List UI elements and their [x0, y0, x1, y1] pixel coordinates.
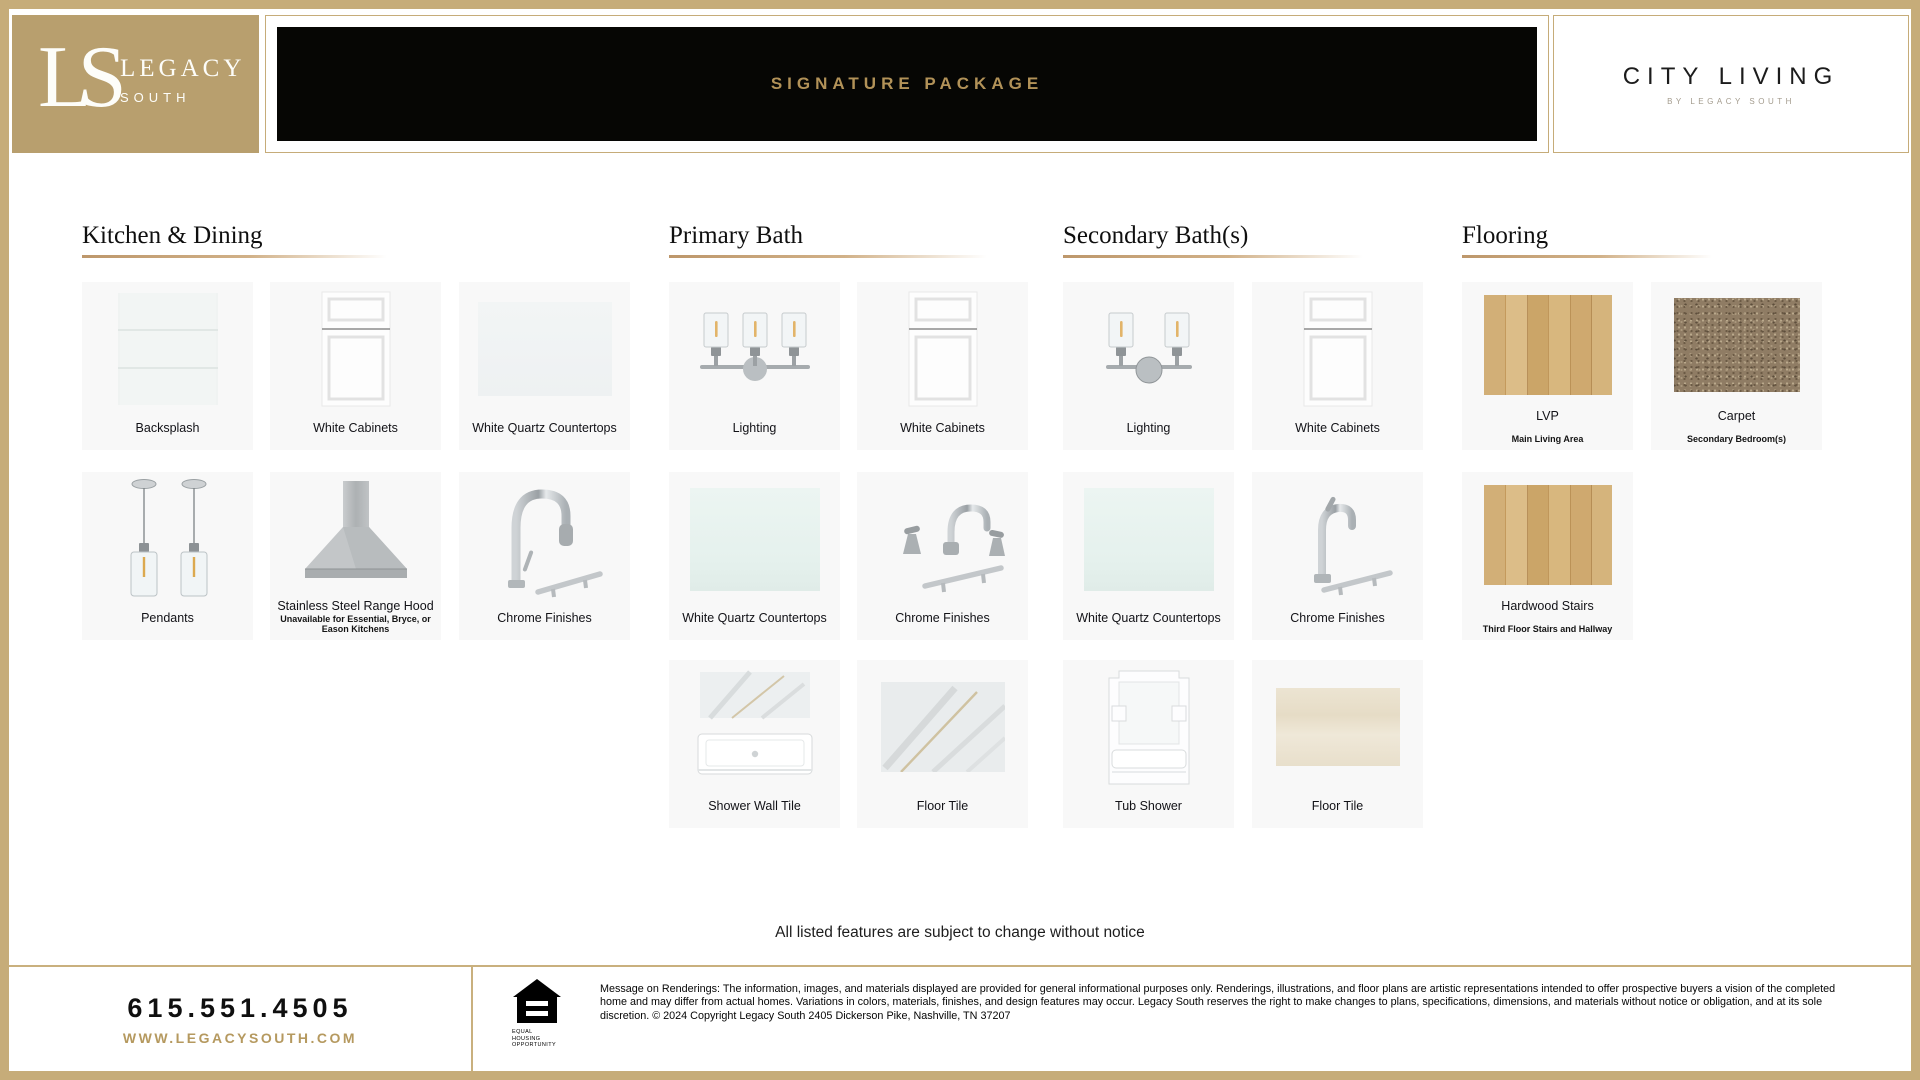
- title-banner-frame: [265, 15, 1549, 153]
- vanity-light-2-image: [1094, 297, 1204, 401]
- white-quartz-swatch: [459, 288, 630, 410]
- tile-white-cabinets-primary: [857, 282, 1028, 450]
- bath-faucet-image: [877, 480, 1009, 598]
- tile-label: Pendants: [141, 611, 194, 625]
- tile-carpet: [1651, 282, 1822, 450]
- tile-sublabel: Secondary Bedroom(s): [1686, 434, 1787, 444]
- package-title: SIGNATURE PACKAGE: [770, 74, 1044, 93]
- tile-white-quartz-primary: [669, 472, 840, 640]
- brand-wordmark: [120, 55, 245, 105]
- beige-tile-swatch: [1252, 666, 1423, 788]
- tub-shower-image: [1095, 666, 1203, 788]
- tile-sublabel: Third Floor Stairs and Hallway: [1482, 624, 1613, 634]
- tile-label: White Quartz Countertops: [472, 421, 617, 435]
- mint-quartz-swatch: [1063, 478, 1234, 600]
- equal-housing-label: EQUAL HOUSING OPPORTUNITY: [512, 1029, 557, 1048]
- vanity-light-3-image: [688, 297, 822, 401]
- brand-name: LEGACY: [120, 55, 246, 82]
- tile-white-quartz-secondary: [1063, 472, 1234, 640]
- tile-pendants: [82, 472, 253, 640]
- tile-label: Tub Shower: [1115, 799, 1182, 813]
- shower-wall-image: [692, 668, 818, 786]
- two-light-vanity-icon: [1063, 288, 1234, 410]
- title-banner: [277, 27, 1537, 141]
- equal-housing-opportunity-icon: [513, 979, 561, 1023]
- pendant-lights-icon: [82, 478, 253, 600]
- website-url: WWW.LEGACYSOUTH.COM: [122, 1029, 358, 1046]
- cabinet-image: [1303, 291, 1373, 407]
- cabinet-door-icon: [270, 288, 441, 410]
- tile-label: White Quartz Countertops: [682, 611, 827, 625]
- range-hood-icon: [270, 478, 441, 590]
- range-hood-image: [295, 481, 417, 587]
- tile-range-hood: [270, 472, 441, 640]
- tile-tub-shower: [1063, 660, 1234, 828]
- kitchen-faucet-image: [482, 478, 608, 600]
- beige-tile-image: [1276, 688, 1400, 766]
- section-title-primary-bath: Primary Bath: [669, 222, 804, 249]
- equal-housing-block: [506, 979, 568, 1049]
- marble-tile-image: [881, 682, 1005, 772]
- tile-label: Lighting: [1126, 421, 1171, 435]
- footer-contact-block: [9, 967, 473, 1071]
- section-title-kitchen-dining: Kitchen & Dining: [82, 222, 263, 249]
- cabinet-image: [908, 291, 978, 407]
- city-living-subtitle: BY LEGACY SOUTH: [1667, 96, 1795, 106]
- tile-label: Backsplash: [135, 421, 200, 435]
- tile-label: LVP: [1536, 409, 1559, 423]
- section-title-secondary-bath: Secondary Bath(s): [1063, 222, 1249, 249]
- backsplash-image: [118, 293, 218, 405]
- tile-sublabel: Main Living Area: [1511, 434, 1584, 444]
- ls-monogram: [38, 23, 127, 133]
- backsplash-swatch: [82, 288, 253, 410]
- tile-label: Chrome Finishes: [497, 611, 592, 625]
- kitchen-heading-rule: [82, 255, 387, 258]
- tile-label: White Cabinets: [900, 421, 985, 435]
- brand-name-2: SOUTH: [120, 90, 191, 105]
- pendants-image: [108, 477, 228, 601]
- widespread-faucet-and-pull-icon: [857, 478, 1028, 600]
- tile-label: Floor Tile: [916, 799, 969, 813]
- tile-label: Lighting: [732, 421, 777, 435]
- tile-chrome-finishes-kitchen: [459, 472, 630, 640]
- city-living-title: CITY LIVING: [1622, 62, 1840, 90]
- tile-label: Stainless Steel Range Hood: [277, 599, 434, 613]
- tile-chrome-finishes-primary: [857, 472, 1028, 640]
- tile-white-cabinets-kitchen: [270, 282, 441, 450]
- phone-number: 615.551.4505: [127, 992, 353, 1023]
- tile-label: Chrome Finishes: [1290, 611, 1385, 625]
- quartz-image: [478, 302, 612, 396]
- carpet-swatch: [1651, 288, 1822, 402]
- change-notice: All listed features are subject to change without notice: [775, 924, 1145, 941]
- marble-wall-tile-and-shower-pan-icon: [669, 666, 840, 788]
- footer: [9, 965, 1911, 1071]
- city-living-logo-box: [1553, 15, 1909, 153]
- tile-white-quartz-kitchen: [459, 282, 630, 450]
- cabinet-image: [321, 291, 391, 407]
- mint-quartz-swatch: [669, 478, 840, 600]
- tile-label: Floor Tile: [1311, 799, 1364, 813]
- tile-hardwood-stairs: [1462, 472, 1633, 640]
- monogram-s: S: [77, 29, 127, 126]
- legal-disclaimer: Message on Renderings: The information, images, and materials displayed are provided for general informational purposes only. Renderings, illustrations, and floor plans are artistic representations intended to offer prospective buyers a vision of the completed home and may differ from actual homes. Variations in colors, materials, finishes, and design features may occur. Legacy South reserves the right to make changes to plans, specifications, dimensions, and materials without notice or obligation, and at its sole discretion. © 2024 Copyright Legacy South 2405 Dickerson Pike, Nashville, TN 37207: [600, 983, 1836, 1022]
- tile-label: White Quartz Countertops: [1076, 611, 1221, 625]
- tile-lighting-primary: [669, 282, 840, 450]
- single-handle-faucet-and-pull-icon: [1252, 478, 1423, 600]
- tub-shower-unit-icon: [1063, 666, 1234, 788]
- kitchen-faucet-and-pull-icon: [459, 478, 630, 600]
- secondary-heading-rule: [1063, 255, 1363, 258]
- tile-label: Chrome Finishes: [895, 611, 990, 625]
- wood-plank-swatch: [1462, 478, 1633, 592]
- carpet-image: [1674, 298, 1800, 392]
- tile-floor-tile-primary: [857, 660, 1028, 828]
- tile-label: White Cabinets: [313, 421, 398, 435]
- monogram-l: L: [38, 29, 92, 126]
- quartz-image: [690, 488, 820, 591]
- tile-white-cabinets-secondary: [1252, 282, 1423, 450]
- cabinet-door-icon: [1252, 288, 1423, 410]
- tile-floor-tile-secondary: [1252, 660, 1423, 828]
- tile-chrome-finishes-secondary: [1252, 472, 1423, 640]
- tile-lvp: [1462, 282, 1633, 450]
- tile-sublabel: Unavailable for Essential, Bryce, or Eason Kitchens: [280, 614, 431, 634]
- quartz-image: [1084, 488, 1214, 591]
- cabinet-door-icon: [857, 288, 1028, 410]
- tile-backsplash: [82, 282, 253, 450]
- single-faucet-image: [1278, 480, 1398, 598]
- tile-label: Shower Wall Tile: [708, 799, 801, 813]
- hardwood-stairs-image: [1484, 485, 1612, 585]
- three-light-vanity-icon: [669, 288, 840, 410]
- tile-label: Hardwood Stairs: [1501, 599, 1594, 613]
- lvp-image: [1484, 295, 1612, 395]
- tile-lighting-secondary: [1063, 282, 1234, 450]
- section-title-flooring: Flooring: [1462, 222, 1549, 249]
- tile-label: Carpet: [1717, 409, 1756, 423]
- tile-label: White Cabinets: [1295, 421, 1380, 435]
- flooring-heading-rule: [1462, 255, 1712, 258]
- legacy-south-logo-block: [12, 15, 259, 153]
- wood-plank-swatch: [1462, 288, 1633, 402]
- tile-shower-wall-tile: [669, 660, 840, 828]
- marble-tile-swatch: [857, 666, 1028, 788]
- primary-heading-rule: [669, 255, 987, 258]
